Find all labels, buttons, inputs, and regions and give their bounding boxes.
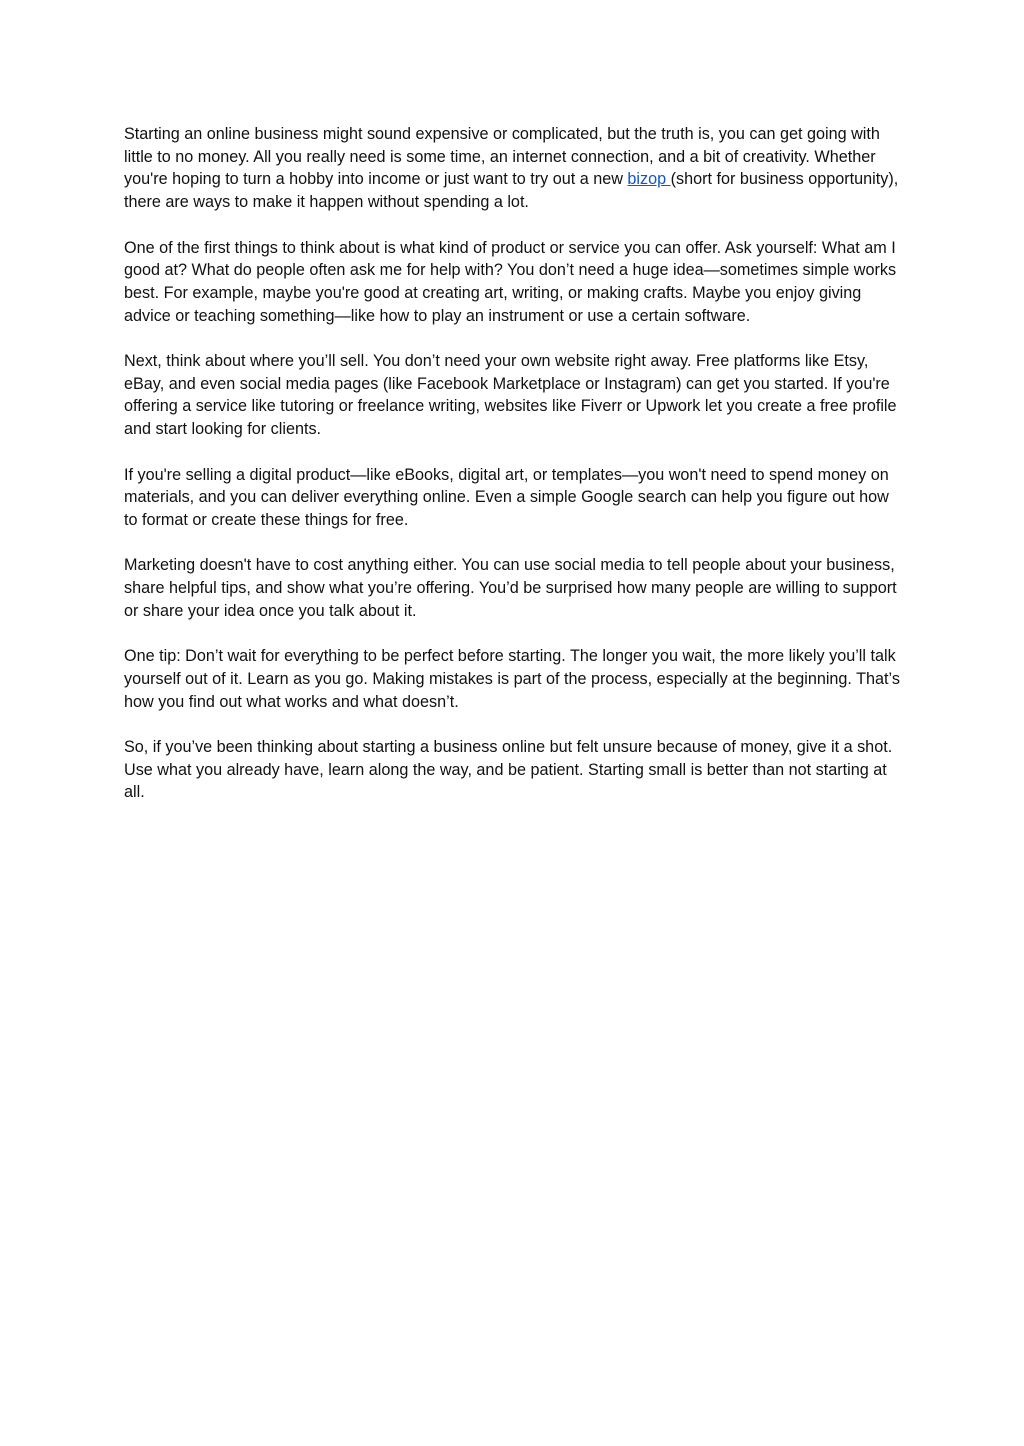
paragraph-intro xyxy=(124,123,904,214)
paragraph-digital-products: If you're selling a digital product—like eBooks, digital art, or templates—you won't need to spend money on materials, and you can deliver everything online. Even a simple Google search can help you figure out how to format or create these things for free. xyxy=(124,465,889,529)
document-body xyxy=(124,123,904,827)
bizop-link[interactable]: bizop xyxy=(627,170,671,189)
paragraph-conclusion: So, if you’ve been thinking about starting a business online but felt unsure because of money, give it a shot. Use what you already have, learn along the way, and be patient. Starting small is better than not starting at all. xyxy=(124,737,893,802)
paragraph-intro-text-after: (short for business opportunity), there are ways to make it happen without spending a lot. xyxy=(124,170,899,212)
paragraph-marketing: Marketing doesn't have to cost anything either. You can use social media to tell people about your business, share helpful tips, and show what you’re offering. You’d be surprised how many people are willing to support or share your idea once you talk about it. xyxy=(124,556,897,620)
paragraph-intro-text-before: Starting an online business might sound expensive or complicated, but the truth is, you can get going with little to no money. All you really need is some time, an internet connection, and a bit of creativity. Whether you're hoping to turn a hobby into income or just want to try out a new xyxy=(124,125,880,189)
paragraph-tip: One tip: Don’t wait for everything to be perfect before starting. The longer you wait, the more likely you’ll talk yourself out of it. Learn as you go. Making mistakes is part of the process, especially at the beginning. That’s how you find out what works and what doesn’t. xyxy=(124,647,900,711)
paragraph-where-to-sell: Next, think about where you’ll sell. You don’t need your own website right away. Free platforms like Etsy, eBay, and even social media pages (like Facebook Marketplace or Instagram) can get you started. If you're offering a service like tutoring or freelance writing, websites like Fiverr or Upwork let you create a free profile and start looking for clients. xyxy=(124,352,897,439)
paragraph-product-ideas: One of the first things to think about is what kind of product or service you can offer. Ask yourself: What am I good at? What do people often ask me for help with? You don’t need a huge idea—sometimes simple works best. For example, maybe you're good at creating art, writing, or making crafts. Maybe you enjoy giving advice or teaching something—like how to play an instrument or use a certain software. xyxy=(124,238,897,325)
